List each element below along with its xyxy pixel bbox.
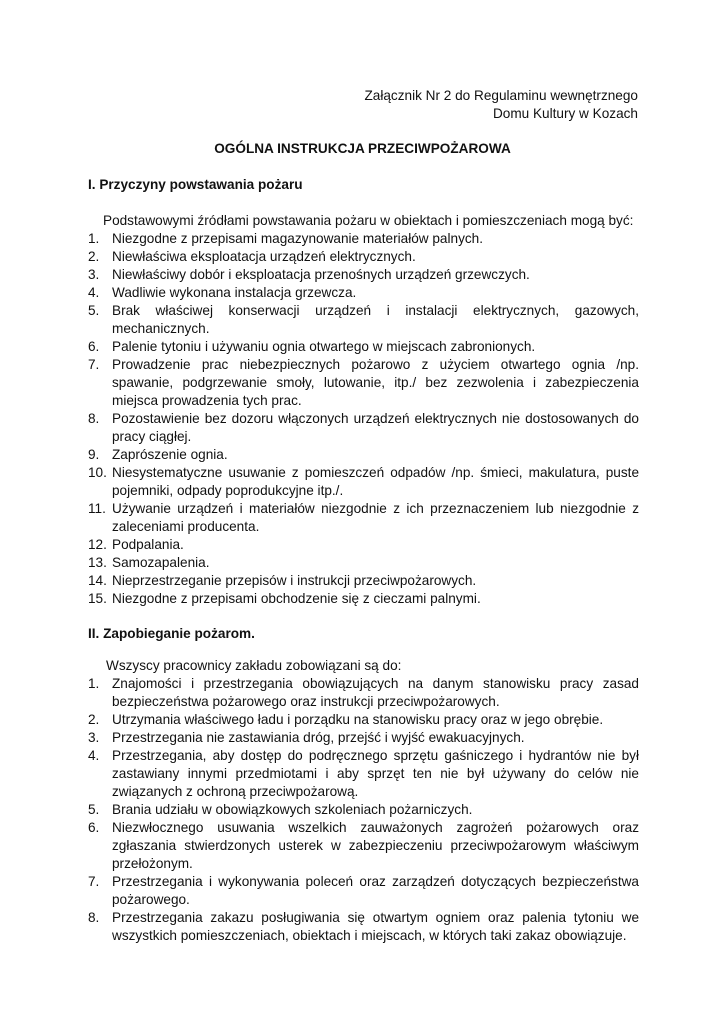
list-item-text: Przestrzegania zakazu posługiwania się otwartym ogniem oraz palenia tytoniu we wszystkich pomieszczeniach, obiektach i miejscach, w których taki zakaz obowiązuje. [112,910,639,943]
list-item-number: 1. [88,676,100,691]
list-item-number: 2. [88,249,100,264]
list-item [88,819,639,873]
list-item [88,464,639,500]
list-item-text: Nieprzestrzeganie przepisów i instrukcji przeciwpożarowych. [112,573,477,588]
list-item [88,230,639,248]
list-item-number: 15. [88,591,107,606]
list-item [88,284,639,302]
list-item [88,500,639,536]
list-item-text: Samozapalenia. [112,555,210,570]
section-1-heading: I. Przyczyny powstawania pożaru [88,177,303,192]
list-item-text: Używanie urządzeń i materiałów niezgodnie z ich przeznaczeniem lub niezgodnie z zaleceniami producenta. [112,501,639,534]
list-item-number: 8. [88,910,100,925]
list-item [88,266,639,284]
list-item-number: 8. [88,411,100,426]
list-item-number: 5. [88,303,100,318]
list-item-text: Znajomości i przestrzegania obowiązujących na danym stanowisku pracy zasad bezpieczeństwa pożarowego oraz instrukcji przeciwpożarowych. [112,676,639,709]
document-title: OGÓLNA INSTRUKCJA PRZECIWPOŻAROWA [214,141,511,156]
list-item-text: Brania udziału w obowiązkowych szkoleniach pożarniczych. [112,802,473,817]
section-1-list [88,230,639,608]
list-item [88,356,639,410]
list-item-text: Pozostawienie bez dozoru włączonych urządzeń elektrycznych nie dostosowanych do pracy ciągłej. [112,411,639,444]
list-item-number: 2. [88,712,100,727]
list-item-text: Prowadzenie prac niebezpiecznych pożarowo z użyciem otwartego ognia /np. spawanie, podgrzewanie smoły, lutowanie, itp./ bez zezwolenia i zabezpieczenia miejsca prowadzenia tych prac. [112,357,639,408]
list-item [88,410,639,446]
list-item [88,675,639,711]
section-2-list [88,675,639,945]
list-item-text: Niesystematyczne usuwanie z pomieszczeń odpadów /np. śmieci, makulatura, puste pojemniki, odpady poprodukcyjne itp./. [112,465,639,498]
list-item-number: 4. [88,748,100,763]
list-item-number: 7. [88,874,100,889]
list-item [88,747,639,801]
list-item [88,302,639,338]
list-item-number: 3. [88,267,100,282]
list-item [88,873,639,909]
list-item-number: 6. [88,339,100,354]
list-item-text: Niezgodne z przepisami obchodzenie się z cieczami palnymi. [112,591,481,606]
list-item-text: Zaprószenie ognia. [112,447,228,462]
list-item-number: 4. [88,285,100,300]
list-item-text: Przestrzegania i wykonywania poleceń oraz zarządzeń dotyczących bezpieczeństwa pożarowego. [112,874,639,907]
list-item-number: 1. [88,231,100,246]
list-item [88,909,639,945]
list-item-number: 12. [88,537,107,552]
list-item-number: 11. [88,501,106,516]
list-item-number: 14. [88,573,107,588]
list-item [88,801,639,819]
header-line-1: Załącznik Nr 2 do Regulaminu wewnętrznego [364,88,638,103]
list-item-text: Przestrzegania, aby dostęp do podręcznego sprzętu gaśniczego i hydrantów nie był zastawiany innymi przedmiotami i aby sprzęt ten nie był używany do celów nie związanych z ochroną przeciwpożarową. [112,748,639,799]
list-item-number: 5. [88,802,100,817]
list-item-number: 7. [88,357,100,372]
list-item-text: Wadliwie wykonana instalacja grzewcza. [112,285,357,300]
attachment-header [364,87,638,123]
section-1-intro: Podstawowymi źródłami powstawania pożaru w obiektach i pomieszczeniach mogą być: [103,213,634,228]
list-item-number: 10. [88,465,107,480]
list-item-text: Podpalania. [112,537,184,552]
list-item-text: Przestrzegania nie zastawiania dróg, przejść i wyjść ewakuacyjnych. [112,730,525,745]
list-item-text: Utrzymania właściwego ładu i porządku na stanowisku pracy oraz w jego obrębie. [112,712,604,727]
section-2-heading: II. Zapobieganie pożarom. [88,626,255,641]
list-item-text: Niewłaściwa eksploatacja urządzeń elektrycznych. [112,249,416,264]
list-item-number: 6. [88,820,100,835]
list-item [88,729,639,747]
list-item-text: Palenie tytoniu i używaniu ognia otwartego w miejscach zabronionych. [112,339,536,354]
list-item [88,572,639,590]
list-item-number: 3. [88,730,100,745]
list-item-text: Niezwłocznego usuwania wszelkich zauważonych zagrożeń pożarowych oraz zgłaszania stwierdzonych usterek w zabezpieczeniu przeciwpożarowym właściwym przełożonym. [112,820,639,871]
list-item [88,248,639,266]
list-item [88,446,639,464]
list-item-text: Niewłaściwy dobór i eksploatacja przenośnych urządzeń grzewczych. [112,267,530,282]
list-item [88,536,639,554]
list-item [88,590,639,608]
list-item-number: 9. [88,447,100,462]
header-line-2: Domu Kultury w Kozach [492,106,638,121]
list-item-number: 13. [88,555,107,570]
list-item [88,554,639,572]
list-item-text: Brak właściwej konserwacji urządzeń i instalacji elektrycznych, gazowych, mechanicznych. [112,303,639,336]
list-item [88,711,639,729]
list-item [88,338,639,356]
list-item-text: Niezgodne z przepisami magazynowanie materiałów palnych. [112,231,483,246]
section-2-intro: Wszyscy pracownicy zakładu zobowiązani są do: [106,658,402,673]
